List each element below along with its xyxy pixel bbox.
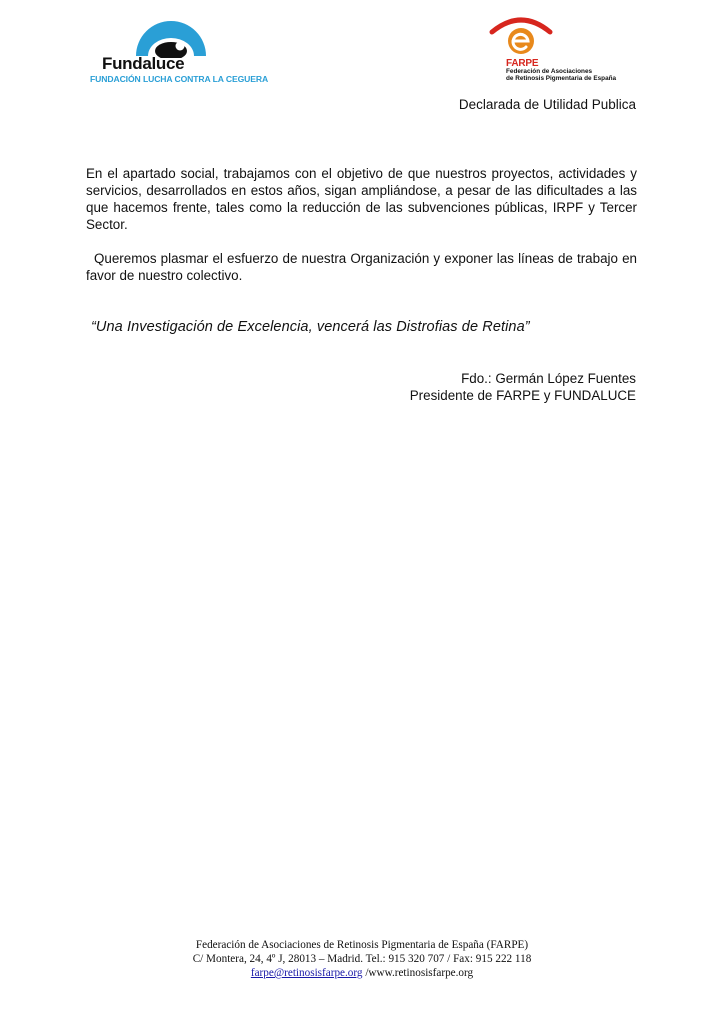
farpe-subtitle-line2: de Retinosis Pigmentaria de España	[506, 75, 617, 83]
signature-name: Fdo.: Germán López Fuentes	[461, 371, 636, 386]
utility-declaration: Declarada de Utilidad Publica	[458, 97, 636, 112]
signature-block	[410, 370, 636, 404]
signature-role: Presidente de FARPE y FUNDALUCE	[409, 388, 636, 403]
footer-address: C/ Montera, 24, 4º J, 28013 – Madrid. Tel.: 915 320 707 / Fax: 915 222 118	[192, 953, 532, 965]
paragraph-social: En el apartado social, trabajamos con el objetivo de que nuestros proyectos, actividades y servicios, desarrollados en estos años, sigan ampliándose, a pesar de las dificultades a las que hacemos frente, tales como la reducción de las subvenciones públicas, IRPF y Tercer Sector.	[86, 166, 637, 232]
footer	[0, 938, 724, 980]
fundaluce-subtitle: FUNDACIÓN LUCHA CONTRA LA CEGUERA	[90, 74, 269, 84]
email-link[interactable]: farpe@retinosisfarpe.org	[250, 967, 363, 979]
footer-organization: Federación de Asociaciones de Retinosis Pigmentaria de España (FARPE)	[195, 939, 529, 951]
footer-contact	[0, 966, 724, 980]
motto-quote: “Una Investigación de Excelencia, vencerá las Distrofias de Retina”	[91, 319, 530, 335]
farpe-e-logo-icon	[488, 14, 554, 58]
website-text: /www.retinosisfarpe.org	[362, 967, 474, 979]
eye-logo-icon	[134, 18, 208, 58]
paragraph-effort: Queremos plasmar el esfuerzo de nuestra Organización y exponer las líneas de trabajo en favor de nuestro colectivo.	[86, 251, 637, 283]
fundaluce-name: Fundaluce	[102, 54, 185, 73]
farpe-name: FARPE	[506, 58, 539, 69]
farpe-subtitle	[506, 68, 616, 83]
farpe-logo	[486, 14, 636, 94]
farpe-subtitle-line1: Federación de Asociaciones	[506, 68, 593, 75]
fundaluce-logo	[88, 18, 269, 88]
